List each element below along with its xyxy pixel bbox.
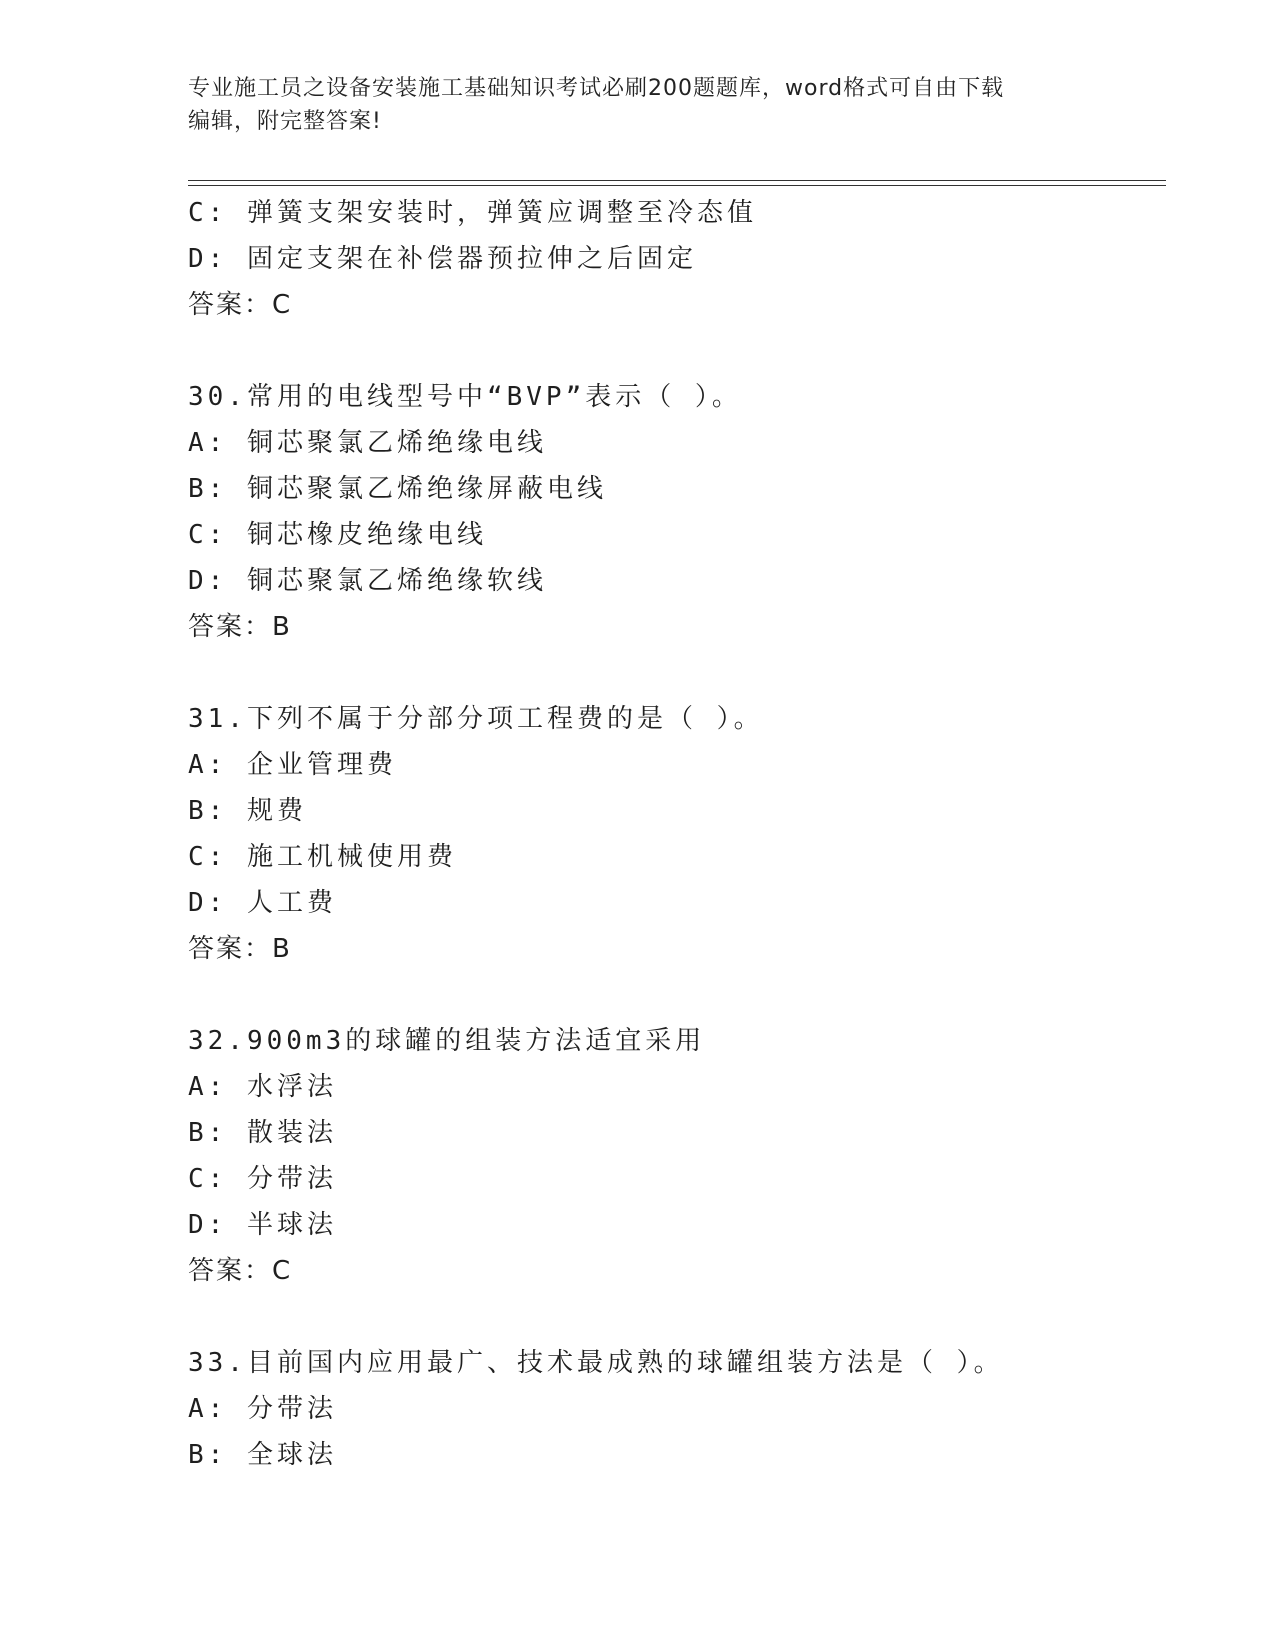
question-text: 30.常用的电线型号中“BVP”表示（ ）。 — [188, 382, 742, 412]
answer-line: 答案：C — [188, 290, 293, 320]
option-b: B: 散装法 — [188, 1118, 337, 1148]
option-d: D: 铜芯聚氯乙烯绝缘软线 — [188, 566, 547, 596]
option-c: C: 施工机械使用费 — [188, 842, 457, 872]
question-block-33 — [188, 1340, 1168, 1478]
header-title-line-1: 专业施工员之设备安装施工基础知识考试必刷200题题库，word格式可自由下载 — [188, 76, 1005, 101]
option-c: C: 分带法 — [188, 1164, 337, 1194]
question-list — [188, 190, 1168, 1478]
spacer — [188, 972, 1168, 1018]
option-d: D: 固定支架在补偿器预拉伸之后固定 — [188, 244, 697, 274]
spacer — [188, 1294, 1168, 1340]
question-text: 33.目前国内应用最广、技术最成熟的球罐组装方法是（ ）。 — [188, 1348, 1004, 1378]
option-a: A: 分带法 — [188, 1394, 337, 1424]
option-b: B: 规费 — [188, 796, 307, 826]
question-block-31 — [188, 696, 1168, 972]
divider-line-bottom — [188, 185, 1166, 186]
question-text: 31.下列不属于分部分项工程费的是（ ）。 — [188, 704, 764, 734]
option-c: C: 铜芯橡皮绝缘电线 — [188, 520, 487, 550]
header-title-line-2: 编辑，附完整答案! — [188, 109, 382, 134]
option-a: A: 企业管理费 — [188, 750, 397, 780]
question-block-32 — [188, 1018, 1168, 1294]
answer-line: 答案：B — [188, 612, 292, 642]
option-a: A: 水浮法 — [188, 1072, 337, 1102]
answer-line: 答案：C — [188, 1256, 293, 1286]
header-divider — [188, 180, 1166, 186]
divider-line-top — [188, 180, 1166, 181]
answer-line: 答案：B — [188, 934, 292, 964]
document-header — [188, 72, 1088, 138]
question-block-continued — [188, 190, 1168, 328]
option-b: B: 全球法 — [188, 1440, 337, 1470]
option-b: B: 铜芯聚氯乙烯绝缘屏蔽电线 — [188, 474, 607, 504]
option-a: A: 铜芯聚氯乙烯绝缘电线 — [188, 428, 547, 458]
spacer — [188, 328, 1168, 374]
option-d: D: 人工费 — [188, 888, 337, 918]
option-c: C: 弹簧支架安装时，弹簧应调整至冷态值 — [188, 198, 757, 228]
option-d: D: 半球法 — [188, 1210, 337, 1240]
question-text: 32.900m3的球罐的组装方法适宜采用 — [188, 1026, 706, 1056]
question-block-30 — [188, 374, 1168, 650]
spacer — [188, 650, 1168, 696]
